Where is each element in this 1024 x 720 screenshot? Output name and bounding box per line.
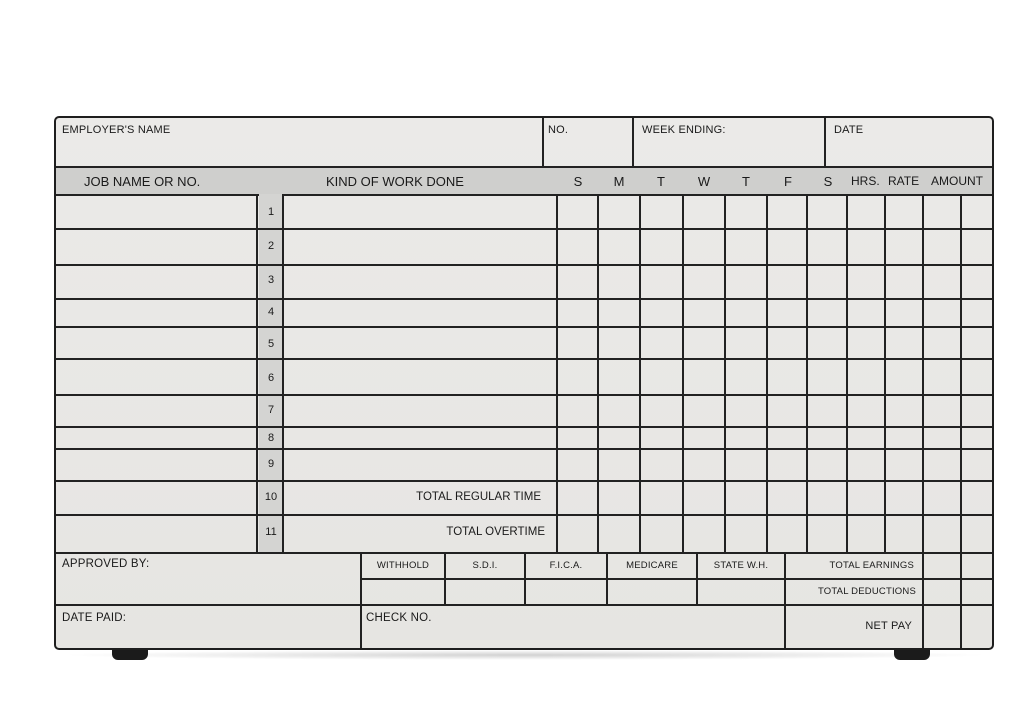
employer-name-field[interactable] — [60, 138, 540, 166]
row-number: 11 — [265, 526, 277, 538]
withhold-field[interactable] — [362, 580, 444, 604]
board-shadow — [58, 650, 992, 660]
row-number: 7 — [267, 404, 275, 416]
column-header-day-saturday: S — [823, 174, 833, 189]
row-number: 10 — [264, 491, 278, 503]
grid-column-line — [597, 194, 599, 552]
grid-column-line — [682, 194, 684, 552]
row-number: 5 — [267, 338, 275, 350]
grid-row-line — [56, 298, 992, 300]
divider — [542, 118, 544, 168]
fica-field[interactable] — [526, 580, 606, 604]
row-number: 9 — [267, 458, 275, 470]
check-number-field[interactable] — [364, 626, 782, 650]
state-wh-label: STATE W.H. — [713, 560, 769, 571]
sdi-field[interactable] — [446, 580, 524, 604]
total-deductions-label: TOTAL DEDUCTIONS — [817, 586, 916, 597]
column-header-hours: HRS. — [851, 174, 880, 188]
week-ending-field[interactable] — [636, 138, 822, 166]
fica-label: F.I.C.A. — [549, 560, 583, 571]
sdi-label: S.D.I. — [472, 560, 498, 571]
column-header-day-sunday: S — [573, 174, 583, 189]
medicare-field[interactable] — [608, 580, 696, 604]
grid-column-line — [256, 194, 258, 552]
grid-column-line — [806, 194, 808, 552]
row-number: 8 — [267, 432, 275, 444]
grid-column-line — [884, 194, 886, 552]
column-header-day-wednesday: W — [697, 174, 711, 189]
approved-by-label: APPROVED BY: — [62, 558, 150, 570]
grid-row-line — [56, 394, 992, 396]
grid-column-line — [639, 194, 641, 552]
state-wh-field[interactable] — [698, 580, 784, 604]
date-paid-field[interactable] — [60, 626, 358, 650]
grid-column-line — [766, 194, 768, 552]
grid-column-line — [846, 194, 848, 552]
grid-row-line — [56, 514, 992, 516]
grid-row-line — [56, 426, 992, 428]
column-header-amount: AMOUNT — [931, 174, 983, 188]
column-header-day-monday: M — [613, 174, 625, 189]
divider — [56, 604, 992, 606]
row-number: 2 — [267, 240, 275, 252]
approved-by-field[interactable] — [60, 572, 358, 602]
grid-row-line — [56, 448, 992, 450]
column-header-day-thursday: T — [742, 174, 750, 189]
divider — [632, 118, 634, 168]
employer-name-label: EMPLOYER'S NAME — [62, 124, 171, 136]
check-number-label: CHECK NO. — [366, 612, 432, 624]
grid-row-line — [56, 358, 992, 360]
number-field[interactable] — [546, 138, 630, 166]
date-field[interactable] — [828, 138, 988, 166]
divider — [960, 552, 962, 650]
total-regular-time-label: TOTAL REGULAR TIME — [416, 491, 541, 503]
medicare-label: MEDICARE — [626, 560, 678, 571]
grid-column-line — [724, 194, 726, 552]
date-label: DATE — [834, 124, 864, 136]
date-paid-label: DATE PAID: — [62, 612, 127, 624]
week-ending-label: WEEK ENDING: — [642, 124, 726, 136]
grid-column-line — [960, 194, 962, 552]
column-header-day-tuesday: T — [657, 174, 665, 189]
withhold-label: WITHHOLD — [376, 560, 430, 571]
row-number: 6 — [267, 372, 275, 384]
number-label: NO. — [548, 124, 569, 136]
time-card-form — [54, 116, 994, 650]
divider — [824, 118, 826, 168]
divider — [922, 552, 924, 650]
row-number: 3 — [267, 274, 275, 286]
row-number: 1 — [267, 206, 275, 218]
grid-row-line — [56, 264, 992, 266]
grid-row-line — [56, 228, 992, 230]
grid-column-line — [556, 194, 558, 552]
divider — [56, 194, 992, 196]
column-header-day-friday: F — [784, 174, 792, 189]
total-overtime-label: TOTAL OVERTIME — [446, 526, 545, 538]
grid-row-line — [56, 480, 992, 482]
row-number: 4 — [267, 306, 275, 318]
total-earnings-label: TOTAL EARNINGS — [829, 560, 914, 571]
net-pay-label: NET PAY — [865, 620, 912, 632]
divider — [784, 578, 992, 580]
column-header-job: JOB NAME OR NO. — [84, 174, 201, 189]
column-header-kind: KIND OF WORK DONE — [326, 174, 464, 189]
grid-row-line — [56, 326, 992, 328]
column-header-rate: RATE — [888, 174, 920, 188]
grid-column-line — [922, 194, 924, 552]
